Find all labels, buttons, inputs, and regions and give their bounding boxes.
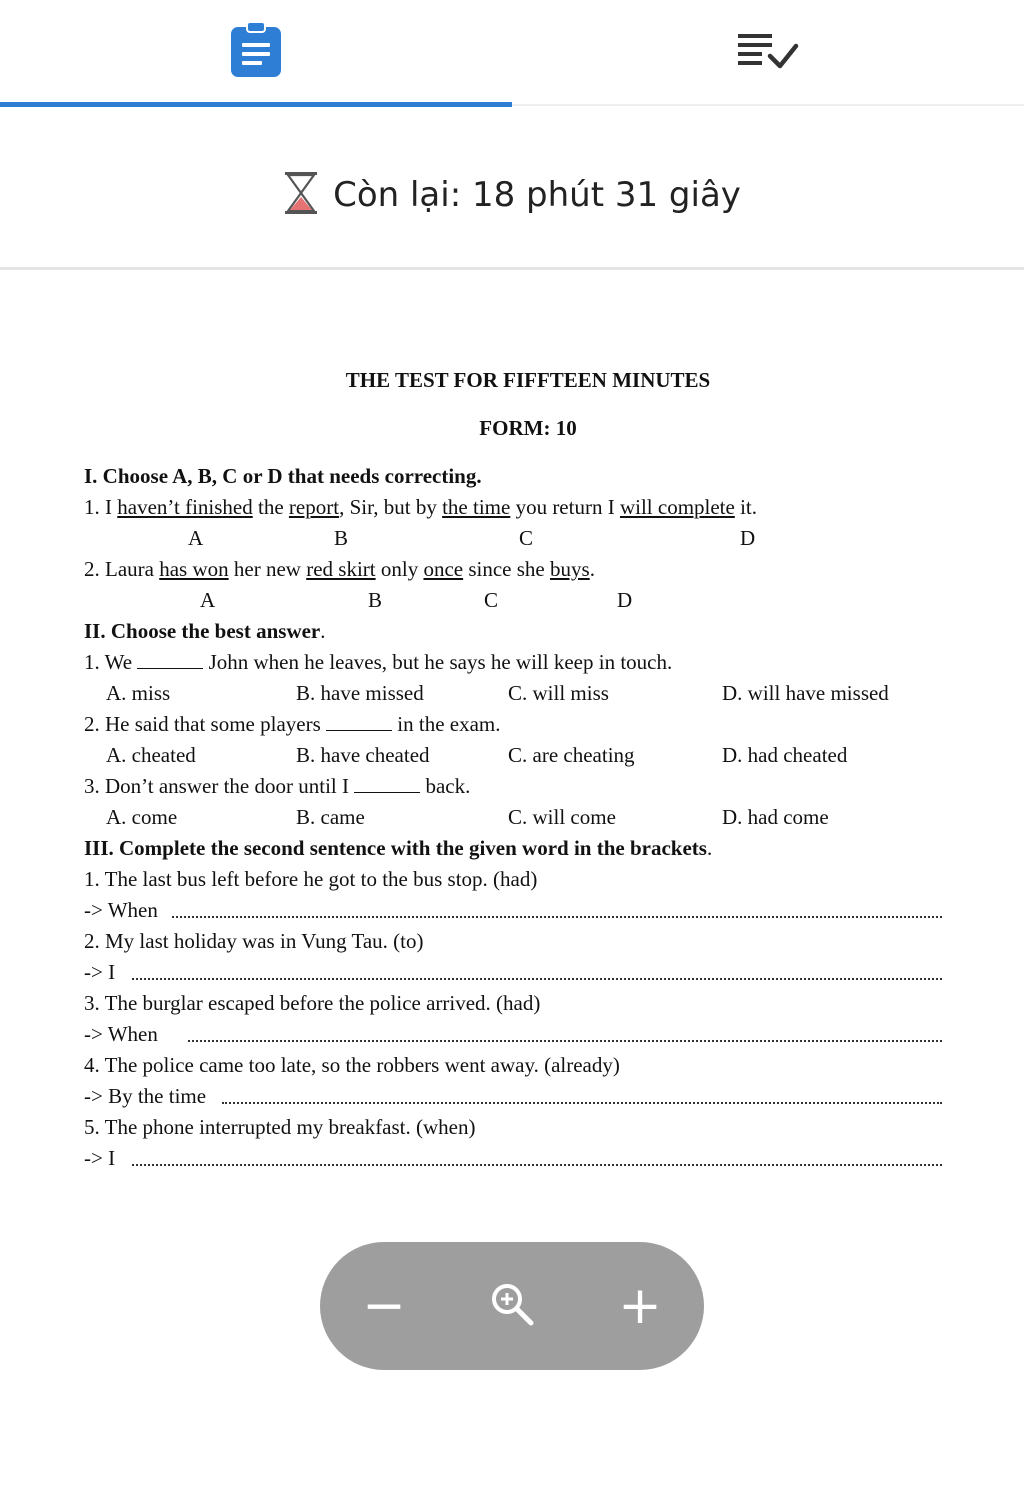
q-text: the <box>252 495 289 519</box>
sec1-question-1 <box>84 495 757 520</box>
sec3-answer-prefix-3: -> When <box>84 1022 158 1046</box>
answer-line-5[interactable] <box>132 1164 942 1166</box>
doc-form: FORM: 10 <box>479 416 577 440</box>
option-b[interactable]: B. came <box>296 805 365 829</box>
tab-answers[interactable] <box>512 0 1024 104</box>
section-3-heading <box>84 836 712 861</box>
zoom-reset-button[interactable] <box>462 1242 562 1370</box>
q-text: 1. I <box>84 495 118 519</box>
q-text: 2. He said that some players <box>84 712 327 736</box>
option-a[interactable]: A. come <box>106 805 178 829</box>
heading-dot: . <box>706 836 713 860</box>
q-text: 2. Laura <box>84 557 160 581</box>
sec3-answer-prefix-5: -> I <box>84 1146 116 1170</box>
option-b[interactable]: B. have missed <box>296 681 424 705</box>
q-underlined-b: red skirt <box>306 557 376 581</box>
answer-line-4[interactable] <box>222 1102 942 1104</box>
clipboard-icon <box>229 21 283 83</box>
option-d[interactable]: D. had come <box>722 805 829 829</box>
q-underlined-c: once <box>423 557 464 581</box>
sec3-answer-prefix-2: -> I <box>84 960 116 984</box>
sec2-question-3 <box>84 774 470 799</box>
timer-text: Còn lại: 18 phút 31 giây <box>333 175 741 215</box>
q-text: only <box>375 557 424 581</box>
q-underlined-a: has won <box>159 557 229 581</box>
option-a[interactable]: A. miss <box>106 681 171 705</box>
answer-line-3[interactable] <box>188 1040 942 1042</box>
q-text: John when he leaves, but he says he will keep in touch. <box>203 650 673 674</box>
q-text: her new <box>228 557 307 581</box>
q-underlined-c: the time <box>442 495 511 519</box>
minus-icon: − <box>362 1276 406 1336</box>
letter-b: B <box>334 526 349 550</box>
sec3-question-1: 1. The last bus left before he got to the bus stop. (had) <box>84 867 538 891</box>
letter-c: C <box>484 588 499 612</box>
q-text: 3. Don’t answer the door until I <box>84 774 355 798</box>
zoom-out-button[interactable] <box>334 1242 434 1370</box>
zoom-icon <box>487 1279 537 1333</box>
answer-blank <box>354 791 420 793</box>
q-underlined-d: buys <box>550 557 590 581</box>
hourglass-icon <box>283 170 319 220</box>
doc-title: THE TEST FOR FIFFTEEN MINUTES <box>345 368 711 392</box>
section-1-heading: I. Choose A, B, C or D that needs correcting. <box>84 464 482 488</box>
sec3-answer-prefix-4: -> By the time <box>84 1084 207 1108</box>
tab-bar <box>0 0 1024 108</box>
sec3-question-4: 4. The police came too late, so the robbers went away. (already) <box>84 1053 620 1077</box>
sec3-question-5: 5. The phone interrupted my breakfast. (when) <box>84 1115 476 1139</box>
letter-d: D <box>740 526 756 550</box>
option-c[interactable]: C. are cheating <box>508 743 635 767</box>
plus-icon: + <box>618 1276 662 1336</box>
zoom-in-button[interactable] <box>590 1242 690 1370</box>
answer-line-2[interactable] <box>132 978 942 980</box>
tab-document[interactable] <box>0 0 512 104</box>
q-underlined-d: will complete <box>619 495 735 519</box>
q-underlined-b: report <box>288 495 340 519</box>
letter-b: B <box>368 588 383 612</box>
header-separator <box>0 267 1024 270</box>
q-text: since she <box>463 557 551 581</box>
q-text: back. <box>420 774 471 798</box>
q-underlined-a: haven’t finished <box>117 495 253 519</box>
section-2-heading <box>84 619 326 644</box>
option-c[interactable]: C. will miss <box>508 681 609 705</box>
tab-divider <box>512 104 1024 106</box>
option-c[interactable]: C. will come <box>508 805 616 829</box>
letter-a: A <box>188 526 204 550</box>
answer-blank <box>137 667 203 669</box>
letter-d: D <box>617 588 633 612</box>
q-text: you return I <box>510 495 620 519</box>
option-b[interactable]: B. have cheated <box>296 743 430 767</box>
heading-dot: . <box>320 619 326 643</box>
sec2-question-1 <box>84 650 672 675</box>
zoom-control <box>320 1242 704 1370</box>
sec1-question-2 <box>84 557 595 582</box>
q-text: in the exam. <box>392 712 501 736</box>
letter-c: C <box>519 526 534 550</box>
q-text: . <box>589 557 595 581</box>
sec3-question-2: 2. My last holiday was in Vung Tau. (to) <box>84 929 424 953</box>
option-d[interactable]: D. had cheated <box>722 743 848 767</box>
active-tab-indicator <box>0 102 512 107</box>
sec2-question-2 <box>84 712 501 737</box>
sec3-question-3: 3. The burglar escaped before the police arrived. (had) <box>84 991 541 1015</box>
answer-line-1[interactable] <box>172 916 942 918</box>
answer-blank <box>326 729 392 731</box>
option-a[interactable]: A. cheated <box>106 743 196 767</box>
q-text: 1. We <box>84 650 138 674</box>
sec3-answer-prefix-1: -> When <box>84 898 158 922</box>
q-text: , Sir, but by <box>339 495 443 519</box>
checklist-icon <box>736 28 800 76</box>
option-d[interactable]: D. will have missed <box>722 681 889 705</box>
q-text: it. <box>734 495 758 519</box>
letter-a: A <box>200 588 216 612</box>
countdown-timer <box>0 160 1024 230</box>
heading-text: III. Complete the second sentence with the given word in the brackets <box>84 836 707 860</box>
heading-text: II. Choose the best answer <box>84 619 321 643</box>
